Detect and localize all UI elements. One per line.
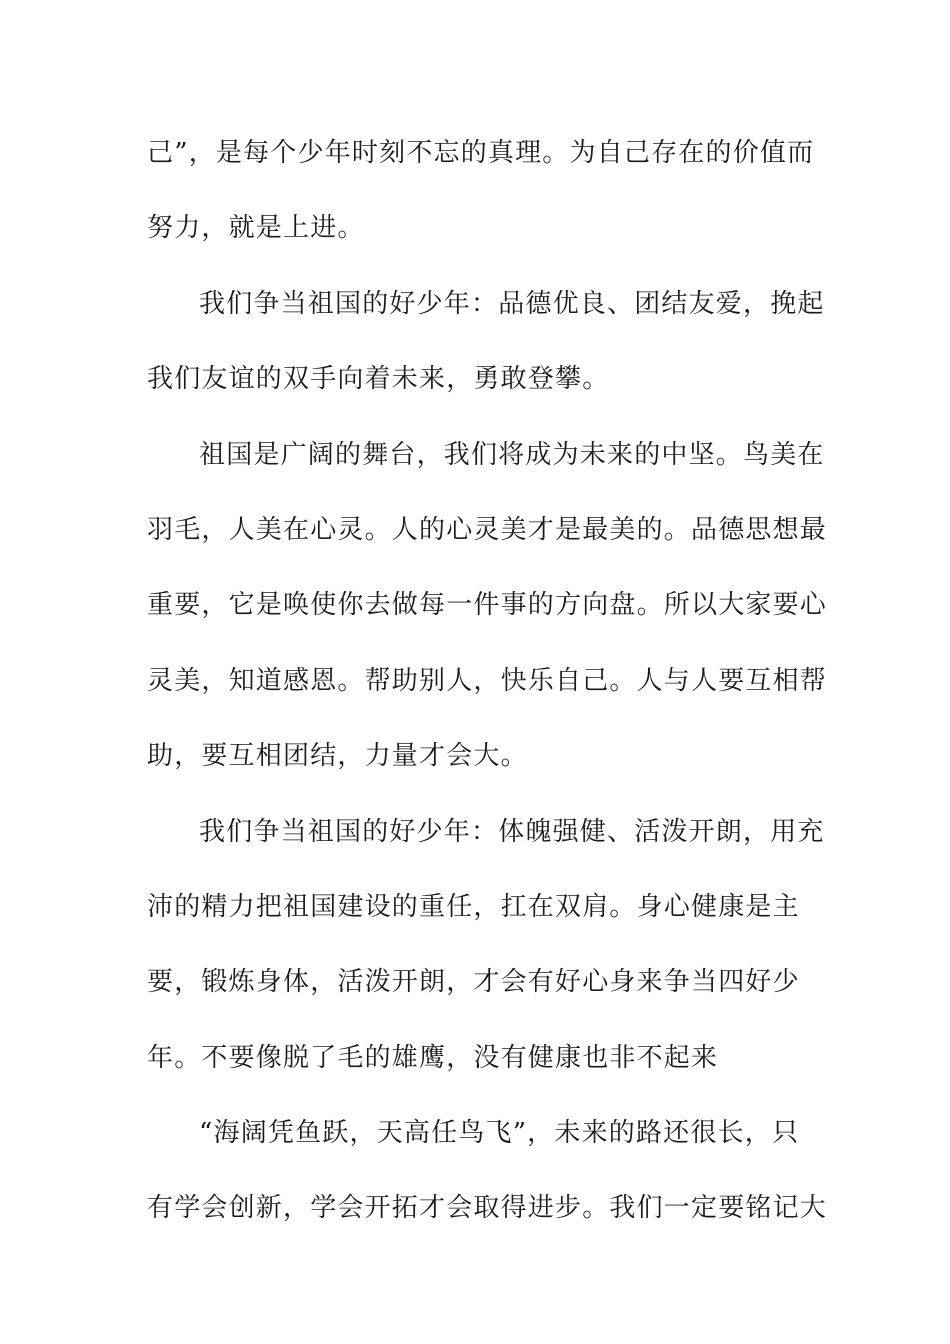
text-line: 有学会创新，学会开拓才会取得进步。我们一定要铭记大 [147,1193,828,1224]
text-line: 助，要互相团结，力量才会大。 [147,741,528,772]
text-line: 年。不要像脱了毛的雄鹰，没有健康也非不起来 [147,1042,719,1073]
text-line: 灵美，知道感恩。帮助别人，快乐自己。人与人要互相帮 [147,665,828,696]
text-line: 羽毛，人美在心灵。人的心灵美才是最美的。品德思想最 [147,514,828,545]
text-line: 要，锻炼身体，活泼开朗，才会有好心身来争当四好少 [147,967,800,998]
paragraph-first-line: 祖国是广阔的舞台，我们将成为未来的中坚。鸟美在 [199,439,825,470]
text-line: 努力，就是上进。 [147,213,365,244]
paragraph-first-line: 我们争当祖国的好少年：体魄强健、活泼开朗，用充 [199,816,825,847]
text-line: 我们友谊的双手向着未来，勇敢登攀。 [147,364,610,395]
paragraph-first-line: 我们争当祖国的好少年：品德优良、团结友爱，挽起 [199,288,825,319]
text-line: 己”，是每个少年时刻不忘的真理。为自己存在的价值而 [147,138,815,168]
paragraph-first-line: “海阔凭鱼跃，天高任鸟飞”，未来的路还很长，只 [199,1118,800,1149]
text-line: 沛的精力把祖国建设的重任，扛在双肩。身心健康是主 [147,891,800,922]
text-line: 重要，它是唤使你去做每一件事的方向盘。所以大家要心 [147,590,828,621]
document-body [147,128,828,1259]
